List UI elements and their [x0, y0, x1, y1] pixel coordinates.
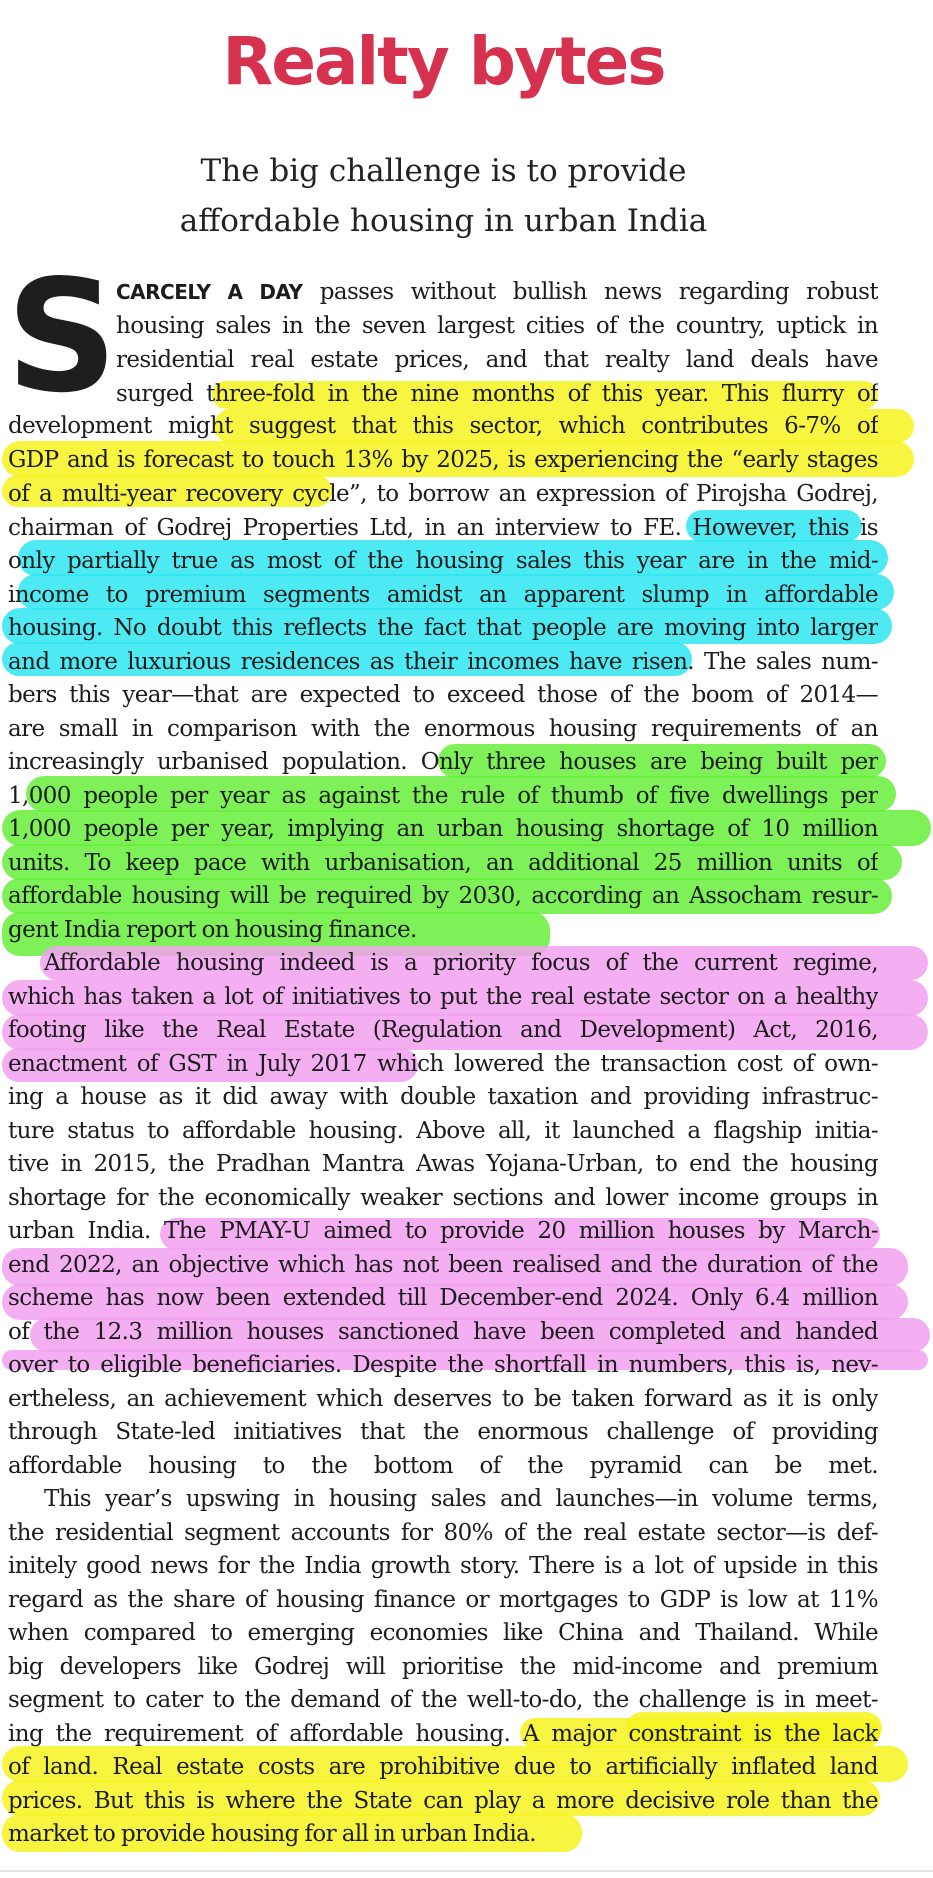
article-line: market to provide housing for all in urban India.	[8, 1821, 536, 1847]
article-line: ertheless, an achievement which deserves to be taken forward as it is only	[8, 1386, 878, 1412]
article-line: Affordable housing indeed is a priority focus of the current regime,	[44, 950, 878, 976]
article-line: chairman of Godrej Properties Ltd, in an interview to FE. However, this is	[8, 515, 878, 541]
article-line: 1,000 people per year, implying an urban housing shortage of 10 million	[8, 816, 878, 842]
deck-line: affordable housing in urban India	[179, 203, 708, 239]
bottom-divider	[0, 1870, 933, 1872]
article-line: when compared to emerging economies like China and Thailand. While	[8, 1620, 878, 1646]
article-line: the residential segment accounts for 80% of the real estate sector—is def-	[8, 1520, 878, 1546]
article-line: increasingly urbanised population. Only three houses are being built per	[8, 749, 878, 775]
article-line: GDP and is forecast to touch 13% by 2025, is experiencing the “early stages	[8, 447, 878, 473]
article-line: segment to cater to the demand of the well-to-do, the challenge is in meet-	[8, 1687, 878, 1713]
article-line: ing a house as it did away with double taxation and providing infrastruc-	[8, 1084, 878, 1110]
article-line: initely good news for the India growth story. There is a lot of upside in this	[8, 1553, 878, 1579]
article-line: urban India. The PMAY-U aimed to provide 20 million houses by March-	[8, 1218, 878, 1244]
article-line: over to eligible beneficiaries. Despite the shortfall in numbers, this is, nev-	[8, 1352, 878, 1378]
article-line: affordable housing will be required by 2030, according an Assocham resur-	[8, 883, 878, 909]
article-line: ture status to affordable housing. Above all, it launched a flagship initia-	[8, 1118, 878, 1144]
article-line: of a multi-year recovery cycle”, to borrow an expression of Pirojsha Godrej,	[8, 481, 878, 507]
article-line: are small in comparison with the enormous housing requirements of an	[8, 716, 878, 742]
article-line: end 2022, an objective which has not been realised and the duration of the	[8, 1252, 878, 1278]
article-line: of land. Real estate costs are prohibitive due to artificially inflated land	[8, 1754, 878, 1780]
article-line: housing. No doubt this reflects the fact that people are moving into larger	[8, 615, 878, 641]
article-line: and more luxurious residences as their incomes have risen. The sales num-	[8, 649, 878, 675]
article-line: housing sales in the seven largest cities of the country, uptick in	[116, 313, 878, 339]
article-line: of the 12.3 million houses sanctioned have been completed and handed	[8, 1319, 878, 1345]
deck-line: The big challenge is to provide	[200, 153, 687, 189]
article-line: shortage for the economically weaker sections and lower income groups in	[8, 1185, 878, 1211]
headline: Realty bytes	[222, 23, 665, 100]
article-line: enactment of GST in July 2017 which lowered the transaction cost of own-	[8, 1051, 878, 1077]
article-line: 1,000 people per year as against the rule of thumb of five dwellings per	[8, 783, 878, 809]
article-line: big developers like Godrej will prioritise the mid-income and premium	[8, 1654, 878, 1680]
article-line: This year’s upswing in housing sales and launches—in volume terms,	[44, 1486, 878, 1512]
article-line: CARCELY A DAY passes without bullish news regarding robust	[116, 279, 878, 305]
article-line: bers this year—that are expected to exceed those of the boom of 2014—	[8, 682, 878, 708]
article-line: footing like the Real Estate (Regulation and Development) Act, 2016,	[8, 1017, 878, 1043]
article-line: ing the requirement of affordable housing. A major constraint is the lack	[8, 1721, 878, 1747]
article-line: gent India report on housing finance.	[8, 917, 417, 943]
article-line: income to premium segments amidst an apparent slump in affordable	[8, 582, 878, 608]
article-line: tive in 2015, the Pradhan Mantra Awas Yojana-Urban, to end the housing	[8, 1151, 878, 1177]
article-line: which has taken a lot of initiatives to put the real estate sector on a healthy	[8, 984, 878, 1010]
article-line: scheme has now been extended till December-end 2024. Only 6.4 million	[8, 1285, 878, 1311]
article-line: surged three-fold in the nine months of this year. This flurry of	[116, 381, 878, 407]
article-line: only partially true as most of the housing sales this year are in the mid-	[8, 548, 878, 574]
article-line: affordable housing to the bottom of the pyramid can be met.	[8, 1453, 878, 1479]
article-line: units. To keep pace with urbanisation, an additional 25 million units of	[8, 850, 878, 876]
drop-cap: S	[6, 246, 118, 427]
article-line: through State-led initiatives that the enormous challenge of providing	[8, 1419, 878, 1445]
article-line: prices. But this is where the State can play a more decisive role than the	[8, 1788, 878, 1814]
lead-in: CARCELY A DAY	[116, 280, 303, 304]
article-line: residential real estate prices, and that realty land deals have	[116, 347, 878, 373]
article-line: development might suggest that this sector, which contributes 6-7% of	[8, 413, 878, 439]
article-line: regard as the share of housing finance or mortgages to GDP is low at 11%	[8, 1587, 878, 1613]
